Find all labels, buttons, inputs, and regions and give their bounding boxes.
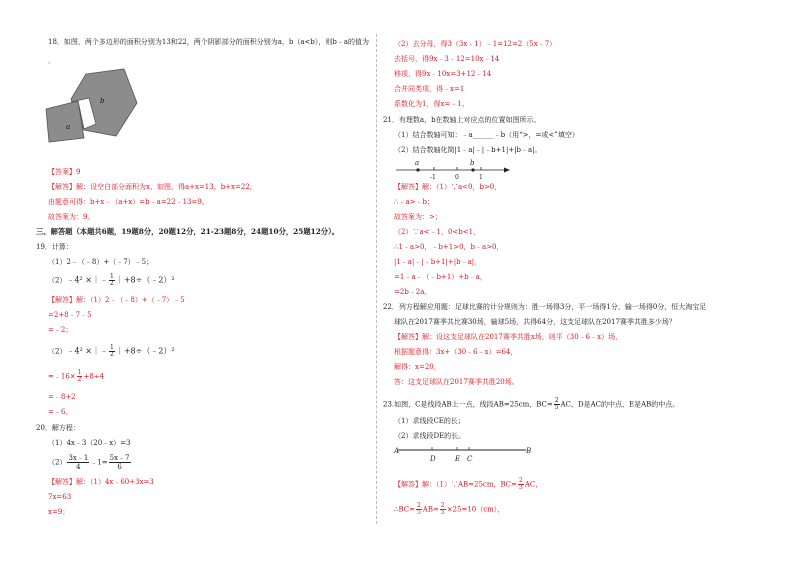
q21-part1: （1）结合数轴可知：﹣a______﹣b（用“>，=或<”填空） (394, 131, 579, 139)
q19-text: 19．计算： (36, 243, 73, 251)
q20-solution-5: 去括号，得9x﹣3﹣12=10x﹣14 (394, 55, 500, 63)
q21-number-line (394, 156, 514, 182)
q22-solution-1: 【解答】解：设这支足球队在2017赛季共胜x场，则平（30﹣6﹣x）场， (394, 333, 623, 341)
q19-part2: （2）﹣4² ×｜﹣ $\frac{1}{2}$ ｜+8÷（﹣2）² (48, 273, 175, 287)
q18-text: 18．如图，两个多边形的面积分别为13和22，两个阴影部分的面积分别为a，b（a<b），则b﹣a的值为 (48, 38, 370, 46)
q21-part2: （2）结合数轴化简|1﹣a|﹣|﹣b+1|+|b﹣a|。 (394, 146, 542, 154)
q19-part1: （1）2﹣（﹣8）+（﹣7）﹣5； (48, 258, 154, 266)
q23-part1: （1）求线段CE的长； (394, 417, 465, 425)
point-b (471, 168, 474, 171)
segment-label-E: E (455, 455, 461, 463)
q21-solution-7: =1﹣a﹣（﹣b+1）+b﹣a， (394, 273, 487, 281)
q21-solution-6: |1﹣a|﹣|﹣b+1|+|b﹣a|， (394, 258, 482, 266)
q19-solution-3: =﹣2； (48, 326, 73, 334)
q18-solution-2: 由题意可得：b+x﹣（a+x）=b﹣a=22﹣13=9。 (48, 198, 209, 206)
segment-label-D: D (430, 455, 436, 463)
q18-solution-3: 故答案为：9。 (48, 213, 95, 221)
q21-text: 21．有理数a，b在数轴上对应点的位置如图所示。 (383, 116, 541, 124)
q18-blank: ． (48, 57, 55, 65)
axis-tick-0: 0 (455, 174, 459, 181)
q22-text-1: 22．列方程解应用题：足球比赛的计分规则为：胜一场得3分，平一场得1分，输一场得0分，恒大淘宝足 (383, 303, 707, 311)
q20-solution-8: 系数化为1，得x=﹣1。 (394, 100, 469, 108)
segment-label-A: A (394, 447, 400, 455)
q23-segment-figure (394, 444, 534, 464)
q21-solution-4: （2）∵a<﹣1，0<b<1， (394, 228, 481, 236)
q19-solution-5: =﹣16× $\frac{1}{2}$ +8÷4 (48, 369, 105, 383)
q23-text: 23.如图，C是线段AB上一点，线段AB=25cm，BC= $\frac{2}{5}$ AC，D是AC的中点，E是AB的中点。 (383, 397, 680, 411)
segment-label-C: C (467, 455, 473, 463)
q20-solution-3: x=9； (48, 508, 70, 516)
axis-label-a: a (415, 159, 420, 167)
q20-solution-2: 7x=63 (48, 493, 72, 501)
q21-solution-3: 故答案为：>； (394, 213, 442, 221)
q18-answer: 【答案】9 (48, 168, 81, 176)
q19-solution-1: 【解答】解：（1）2﹣（﹣8）+（﹣7）﹣5 (48, 296, 185, 304)
q19-solution-2: =2+8﹣7﹣5 (48, 311, 92, 319)
q22-text-2: 球队在2017赛季共比赛30场，输球5场，共得64分，这支足球队在2017赛季共胜多少场？ (394, 318, 676, 326)
q20-solution-4: （2）去分母，得3（3x﹣1）﹣1=12=2（5x﹣7） (394, 40, 557, 48)
axis-tick-neg1: -1 (430, 174, 436, 181)
segment-label-B: B (526, 447, 532, 455)
q19-solution-6: =﹣8+2 (48, 393, 76, 401)
q21-solution-1: 【解答】解：（1）∵a<0，b>0， (394, 183, 502, 191)
q22-solution-4: 答：这支足球队在2017赛季共胜20场。 (394, 378, 519, 386)
axis-label-b: b (470, 159, 475, 167)
q22-solution-2: 根据题意得：3x+（30﹣6﹣x）=64， (394, 348, 518, 356)
q20-solution-6: 移项，得9x﹣10x=3+12﹣14 (394, 70, 492, 78)
q20-solution-7: 合并同类项，得﹣x=1 (394, 85, 465, 93)
q20-part1: （1）4x﹣3（20﹣x）=3 (48, 439, 131, 447)
point-a (416, 168, 419, 171)
q20-text: 20．解方程： (36, 424, 80, 432)
quadrilateral-shape (46, 101, 84, 142)
q19-solution-7: =﹣6。 (48, 408, 73, 416)
q23-solution-2: ∴BC= $\frac{2}{5}$ AB= $\frac{2}{5}$ ×25=10（cm）， (394, 502, 505, 516)
figure-label-b: b (100, 97, 105, 105)
q21-solution-8: =2b﹣2a。 (394, 288, 432, 296)
q18-polygon-figure (44, 66, 144, 156)
q21-solution-2: ∴﹣a>﹣b； (394, 198, 434, 206)
q23-solution-1: 【解答】解：（1）∵AB=25cm，BC= $\frac{2}{3}$ AC， (394, 477, 543, 491)
section-3-heading: 三、解答题（本题共6题，19题8分，20题12分，21-23题8分，24题10分，25题12分）。 (36, 227, 340, 236)
q21-solution-5: ∴1﹣a>0，﹣b+1>0，b﹣a>0， (394, 243, 504, 251)
q20-solution-1: 【解答】解：（1）4x﹣60+3x=3 (48, 478, 154, 486)
q23-part2: （2）求线段DE的长。 (394, 432, 466, 440)
axis-tick-1: 1 (479, 174, 483, 181)
figure-label-a: a (66, 123, 71, 131)
q19-solution-4: （2）﹣4² ×｜﹣ $\frac{1}{2}$ ｜+8÷（﹣2）² (48, 344, 175, 358)
q22-solution-3: 解得：x=20， (394, 363, 441, 371)
q20-part2: （2） $\frac{3x﹣1}{4}$ ﹣1= $\frac{5x﹣7}{6}$ (48, 454, 130, 471)
column-divider (376, 34, 377, 524)
q18-solution-1: 【解答】解：设空白部分面积为x，如图，得a+x=13，b+x=22， (48, 183, 257, 191)
